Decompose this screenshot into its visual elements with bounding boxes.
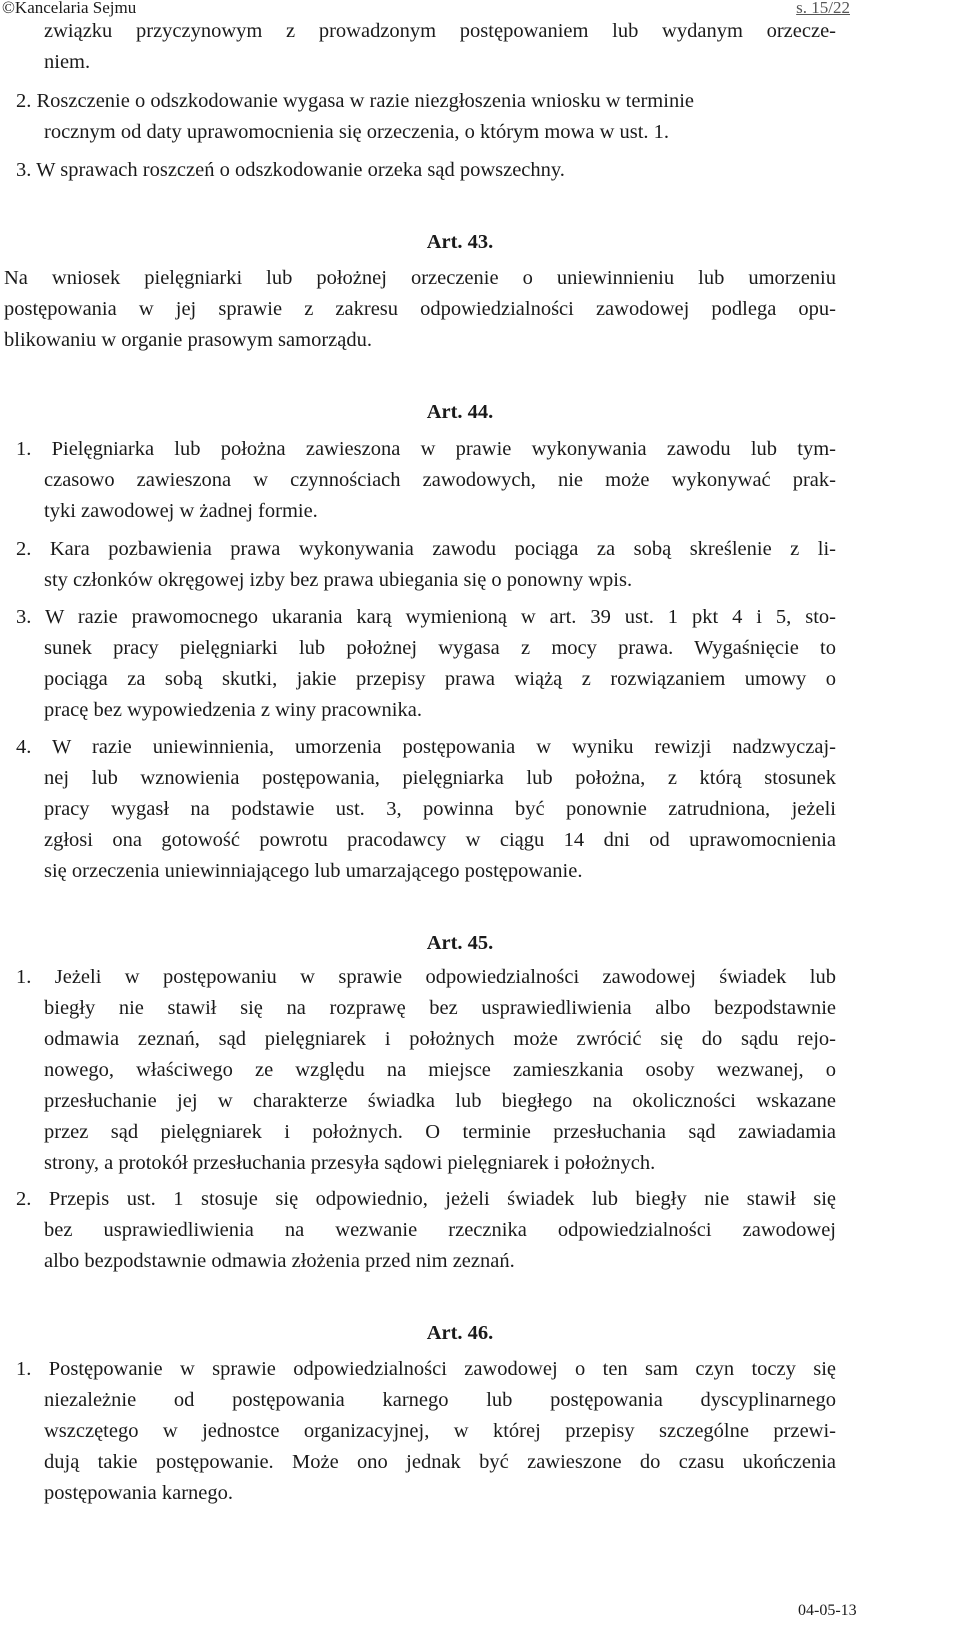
text-line: sty członków okręgowej izby bez prawa ubiegania się o ponowny wpis. <box>44 569 633 591</box>
text-line: rocznym od daty uprawomocnienia się orzeczenia, o którym mowa w ust. 1. <box>44 121 670 143</box>
text-line: niezależnie od postępowania karnego lub postępowania dyscyplinarnego <box>44 1389 836 1411</box>
text-line: związku przyczynowym z prowadzonym postępowaniem lub wydanym orzecze- <box>44 20 836 42</box>
text-line: blikowaniu w organie prasowym samorządu. <box>4 329 372 351</box>
text-line: albo bezpodstawnie odmawia złożenia przed nim zeznań. <box>44 1250 515 1272</box>
text-line: 3. W sprawach roszczeń o odszkodowanie orzeka sąd powszechny. <box>16 159 565 181</box>
page-number-text: s. 15/22 <box>796 0 850 17</box>
text-line: biegły nie stawił się na rozprawę bez usprawiedliwienia albo bezpodstawnie <box>44 997 836 1019</box>
text-line: postępowania karnego. <box>44 1482 233 1504</box>
article-heading: Art. 44. <box>426 401 494 423</box>
text-line: 1. Pielęgniarka lub położna zawieszona w prawie wykonywania zawodu lub tym- <box>16 438 836 460</box>
text-line: czasowo zawieszona w czynnościach zawodowych, nie może wykonywać prak- <box>44 469 836 491</box>
text-line: wszczętego w jednostce organizacyjnej, w której przepisy szczególne przewi- <box>44 1420 836 1442</box>
text-line: się orzeczenia uniewinniającego lub umarzającego postępowanie. <box>44 860 583 882</box>
text-line: 2. Roszczenie o odszkodowanie wygasa w razie niezgłoszenia wniosku w terminie <box>16 90 694 112</box>
footer-date: 04-05-13 <box>798 1602 857 1619</box>
text-line: bez usprawiedliwienia na wezwanie rzecznika odpowiedzialności zawodowej <box>44 1219 836 1241</box>
text-line: 1. Postępowanie w sprawie odpowiedzialności zawodowej o ten sam czyn toczy się <box>16 1358 836 1380</box>
text-line: pociąga za sobą skutki, jakie przepisy prawa wiążą z rozwiązaniem umowy o <box>44 668 836 690</box>
text-line: postępowania w jej sprawie z zakresu odpowiedzialności zawodowej podlega opu- <box>4 298 836 320</box>
text-line: strony, a protokół przesłuchania przesyła sądowi pielęgniarek i położnych. <box>44 1152 656 1174</box>
text-line: 4. W razie uniewinnienia, umorzenia postępowania w wyniku rewizji nadzwyczaj- <box>16 736 836 758</box>
text-line: dują takie postępowanie. Może ono jednak być zawieszone do czasu ukończenia <box>44 1451 836 1473</box>
text-line: przesłuchanie jej w charakterze świadka lub biegłego na okoliczności wskazane <box>44 1090 836 1112</box>
article-heading: Art. 45. <box>426 932 494 954</box>
text-line: przez sąd pielęgniarek i położnych. O terminie przesłuchania sąd zawiadamia <box>44 1121 836 1143</box>
text-line: sunek pracy pielęgniarki lub położnej wygasa z mocy prawa. Wygaśnięcie to <box>44 637 836 659</box>
text-line: zgłosi ona gotowość powrotu pracodawcy w ciągu 14 dni od uprawomocnienia <box>44 829 836 851</box>
text-line: 2. Kara pozbawienia prawa wykonywania zawodu pociąga za sobą skreślenie z li- <box>16 538 836 560</box>
text-line: nej lub wznowienia postępowania, pielęgniarka lub położna, z którą stosunek <box>44 767 836 789</box>
text-line: pracy wygasł na podstawie ust. 3, powinna być ponownie zatrudniona, jeżeli <box>44 798 836 820</box>
article-heading: Art. 43. <box>426 231 494 253</box>
text-line: Na wniosek pielęgniarki lub położnej orzeczenie o uniewinnieniu lub umorzeniu <box>4 267 836 289</box>
text-line: 3. W razie prawomocnego ukarania karą wymienioną w art. 39 ust. 1 pkt 4 i 5, sto- <box>16 606 836 628</box>
text-line: 1. Jeżeli w postępowaniu w sprawie odpowiedzialności zawodowej świadek lub <box>16 966 836 988</box>
article-heading: Art. 46. <box>426 1322 494 1344</box>
text-line: 2. Przepis ust. 1 stosuje się odpowiednio, jeżeli świadek lub biegły nie stawił się <box>16 1188 836 1210</box>
text-line: nowego, właściwego ze względu na miejsce zamieszkania osoby wezwanej, o <box>44 1059 836 1081</box>
text-line: niem. <box>44 51 91 73</box>
copyright-notice: ©Kancelaria Sejmu <box>2 0 137 17</box>
text-line: odmawia zeznań, sąd pielęgniarek i położnych może zwrócić się do sądu rejo- <box>44 1028 836 1050</box>
text-line: pracę bez wypowiedzenia z winy pracownika. <box>44 699 422 721</box>
text-line: tyki zawodowej w żadnej formie. <box>44 500 318 522</box>
